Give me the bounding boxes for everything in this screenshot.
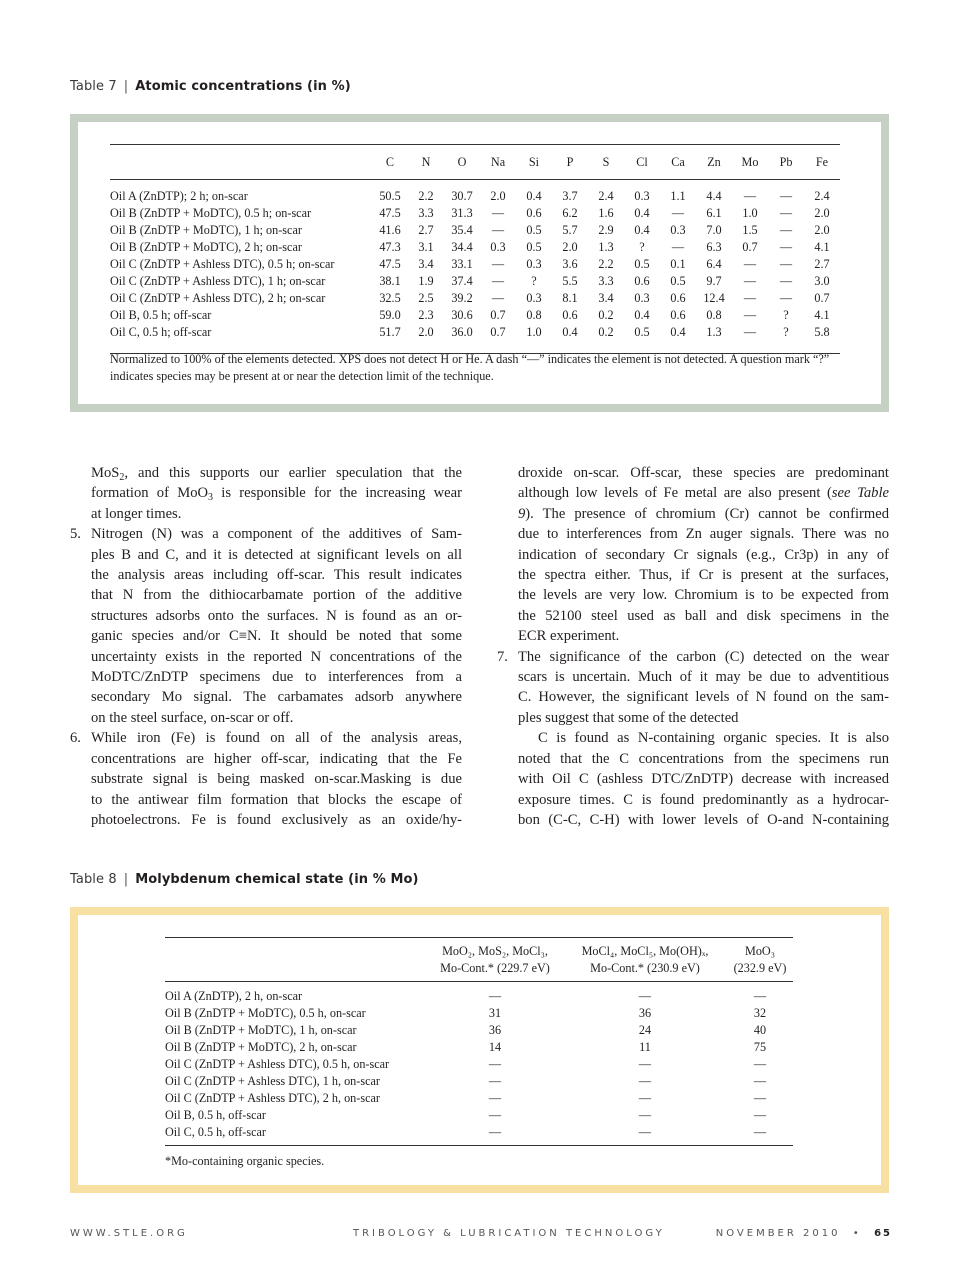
table-cell: — <box>743 308 757 322</box>
paragraph-line: scars is uncertain. Much of it may be due to adventitious <box>518 669 889 686</box>
paragraph-line: the analysis areas including off-scar. This result indicates <box>91 567 462 584</box>
table-cell: 0.4 <box>634 308 650 322</box>
paragraph-line <box>497 504 889 524</box>
table-cell: — <box>491 223 505 237</box>
table-row <box>165 982 793 1006</box>
row-label: Oil B (ZnDTP + MoDTC), 2 h; on-scar <box>110 240 302 254</box>
table-cell: — <box>779 257 793 271</box>
table-cell: 2.3 <box>418 308 434 322</box>
table-cell: — <box>488 1091 502 1105</box>
table-cell: 11 <box>639 1040 651 1054</box>
table-cell: 0.6 <box>670 291 686 305</box>
paragraph-line: photoelectrons. Fe is found exclusively as an oxide/hy- <box>91 811 462 828</box>
footer-journal: TRIBOLOGY & LUBRICATION TECHNOLOGY <box>353 1228 665 1239</box>
table-cell: ? <box>531 274 537 288</box>
table-cell: 31 <box>488 1006 502 1020</box>
table-row <box>165 1022 793 1039</box>
table-row <box>110 180 840 206</box>
paragraph-line: that N from the dithiocarbamate portion of the additive <box>91 587 462 604</box>
row-label: Oil B, 0.5 h; off-scar <box>110 308 212 322</box>
table-cell: — <box>779 291 793 305</box>
table7-col-header: N <box>408 145 444 180</box>
paragraph-line: droxide on-scar. Off-scar, these species are predominant <box>518 465 889 481</box>
table-row <box>110 273 840 290</box>
table8-title: Molybdenum chemical state (in % Mo) <box>135 872 419 887</box>
header-line: MoO₂, MoS₂, MoCl₃, <box>442 944 548 958</box>
table7-caption: Table 7 | Atomic concentrations (in %) <box>70 79 351 94</box>
table8-number: Table 8 <box>70 872 117 887</box>
table-cell: 34.4 <box>451 240 473 254</box>
table-cell: — <box>779 206 793 220</box>
paragraph-line: ples suggest that some of the detected <box>518 709 739 726</box>
table-cell: 4.1 <box>814 240 830 254</box>
table-cell: 50.5 <box>379 189 401 203</box>
table-row <box>110 307 840 324</box>
table8-frame <box>70 907 889 1193</box>
row-label: Oil C (ZnDTP + Ashless DTC), 1 h, on-scar <box>165 1074 380 1088</box>
row-label: Oil C (ZnDTP + Ashless DTC), 2 h, on-scar <box>165 1091 380 1105</box>
table-cell: 0.3 <box>670 223 686 237</box>
table-row <box>165 1005 793 1022</box>
table-cell: 37.4 <box>451 274 473 288</box>
row-label: Oil C (ZnDTP + Ashless DTC), 1 h; on-scar <box>110 274 326 288</box>
table-row <box>110 324 840 354</box>
table-cell: 0.6 <box>562 308 578 322</box>
table-cell: — <box>488 989 502 1003</box>
table-cell: 0.8 <box>526 308 542 322</box>
table-cell: — <box>743 189 757 203</box>
table8-body <box>165 982 793 1146</box>
paragraph-line: with Oil C (ashless DTC/ZnDTP) decrease with increased <box>518 771 889 788</box>
table8-note: *Mo-containing organic species. <box>165 1154 325 1168</box>
table-cell: 12.4 <box>703 291 725 305</box>
table7-col-header: Na <box>480 145 516 180</box>
table-cell: 3.0 <box>814 274 830 288</box>
paragraph-line: MoDTC/ZnDTP specimens due to interferences from a <box>91 669 462 686</box>
row-label: Oil B (ZnDTP + MoDTC), 1 h; on-scar <box>110 223 302 237</box>
table-cell: 3.6 <box>562 257 578 271</box>
table-cell: 36 <box>488 1023 502 1037</box>
list-item-6 <box>70 728 462 830</box>
table-cell: 1.5 <box>742 223 758 237</box>
table-cell: 30.7 <box>451 189 473 203</box>
table-cell: 36 <box>638 1006 652 1020</box>
table7-title: Atomic concentrations (in %) <box>135 79 351 94</box>
table-row <box>165 1073 793 1090</box>
row-label: Oil B (ZnDTP + MoDTC), 0.5 h, on-scar <box>165 1006 366 1020</box>
table-cell: 0.4 <box>634 206 650 220</box>
paragraph-line: substrate signal is being masked on-scar.Masking is due <box>91 771 462 788</box>
table-cell: 1.9 <box>418 274 434 288</box>
table-cell: 0.3 <box>490 240 506 254</box>
table8-header-row <box>165 938 793 982</box>
emphasis: 9 <box>518 505 526 522</box>
table-cell: — <box>727 1124 793 1146</box>
right-column <box>497 463 889 830</box>
footer-date-page <box>716 1228 892 1239</box>
text-fragment: formation of MoO <box>91 485 209 502</box>
table-cell: 0.7 <box>480 324 516 354</box>
table7-col-header: C <box>372 145 408 180</box>
table7-number: Table 7 <box>70 79 117 94</box>
table-cell: 3.1 <box>418 240 434 254</box>
table-cell: — <box>779 274 793 288</box>
table-cell: — <box>671 206 685 220</box>
table-cell: 3.3 <box>418 206 434 220</box>
table-cell: 2.5 <box>418 291 434 305</box>
table-cell: — <box>779 223 793 237</box>
table-cell: 0.5 <box>634 257 650 271</box>
table7-col-header: Mo <box>732 145 768 180</box>
list-item-5 <box>70 524 462 728</box>
table-row <box>165 1090 793 1107</box>
table8-header-col1 <box>427 938 563 982</box>
subscript: 2 <box>119 472 125 483</box>
table-cell: — <box>491 257 505 271</box>
table-cell: 2.4 <box>814 189 830 203</box>
table-cell: 0.7 <box>814 291 830 305</box>
table-cell: 2.9 <box>598 223 614 237</box>
table8-caption: Table 8 | Molybdenum chemical state (in % Mo) <box>70 872 419 887</box>
table-cell: — <box>491 291 505 305</box>
paragraph-line: concentrations are higher off-scar, indicating that the Fe <box>91 750 462 767</box>
table-cell: 39.2 <box>451 291 473 305</box>
table-cell: 1.0 <box>516 324 552 354</box>
table-cell: 14 <box>488 1040 502 1054</box>
table-cell: 0.6 <box>634 274 650 288</box>
list-item-5-text <box>91 524 462 708</box>
table-row <box>110 205 840 222</box>
table-cell: 0.5 <box>670 274 686 288</box>
paragraph-line <box>497 483 889 503</box>
table-cell: — <box>753 989 767 1003</box>
list-number: 5. <box>70 526 81 543</box>
right-continuation-lines <box>497 524 889 626</box>
table-cell: 3.7 <box>562 189 578 203</box>
table7-col-header: Ca <box>660 145 696 180</box>
footer-website: WWW.STLE.ORG <box>70 1228 188 1239</box>
table-cell: 2.0 <box>408 324 444 354</box>
row-label: Oil B (ZnDTP + MoDTC), 0.5 h; on-scar <box>110 206 312 220</box>
table-cell: 6.3 <box>706 240 722 254</box>
header-line: Mo-Cont.* (229.7 eV) <box>440 961 550 975</box>
table-cell: 1.3 <box>696 324 732 354</box>
table-cell: 2.4 <box>598 189 614 203</box>
table-cell: 0.3 <box>526 257 542 271</box>
table-cell: 2.0 <box>814 206 830 220</box>
paragraph-line: on the steel surface, on-scar or off. <box>91 709 294 726</box>
text-fragment: is responsible for the increasing wear <box>213 485 462 502</box>
table-cell: — <box>563 1124 727 1146</box>
emphasis: see Table <box>831 485 889 502</box>
table-cell: 30.6 <box>451 308 473 322</box>
header-line: (232.9 eV) <box>733 961 787 975</box>
table8-header-col3 <box>727 938 793 982</box>
table-cell: 24 <box>638 1023 652 1037</box>
table-cell: — <box>753 1057 767 1071</box>
table-cell: — <box>638 1091 652 1105</box>
table-cell: 0.5 <box>526 223 542 237</box>
list-item-7 <box>497 647 889 729</box>
left-column <box>70 463 462 830</box>
table-cell: — <box>779 240 793 254</box>
table-cell: — <box>753 1074 767 1088</box>
table-cell: 3.3 <box>598 274 614 288</box>
table-cell: 0.4 <box>634 223 650 237</box>
table-cell: 0.4 <box>552 324 588 354</box>
paragraph-line: C. However, the significant levels of N found on the sam- <box>518 689 889 706</box>
table-cell: — <box>488 1057 502 1071</box>
subscript: 3 <box>208 492 214 504</box>
header-line: MoO₃ <box>745 944 775 958</box>
table7-col-header: O <box>444 145 480 180</box>
table-cell: — <box>488 1108 502 1122</box>
table-cell: 59.0 <box>379 308 401 322</box>
table-cell: 7.0 <box>706 223 722 237</box>
table-cell: 47.5 <box>379 257 401 271</box>
footer-bullet: • <box>852 1228 862 1239</box>
table-cell: 0.6 <box>670 308 686 322</box>
table-row <box>110 290 840 307</box>
table-cell: 0.2 <box>588 324 624 354</box>
table-cell: ? <box>783 308 789 322</box>
table-cell: — <box>488 1074 502 1088</box>
table-cell: — <box>753 1091 767 1105</box>
table-cell: 38.1 <box>379 274 401 288</box>
table-cell: — <box>779 189 793 203</box>
text-fragment: ). The presence of chromium (Cr) cannot be confirmed <box>525 505 889 522</box>
table-row <box>110 239 840 256</box>
table-row <box>165 1124 793 1146</box>
row-label: Oil C (ZnDTP + Ashless DTC), 0.5 h; on-scar <box>110 257 335 271</box>
table-cell: 0.7 <box>742 240 758 254</box>
right-paragraph <box>497 728 889 830</box>
table-cell: — <box>638 1108 652 1122</box>
table-cell: 1.0 <box>742 206 758 220</box>
table-cell: 6.1 <box>706 206 722 220</box>
table-cell: — <box>638 989 652 1003</box>
table-cell: 0.3 <box>526 291 542 305</box>
header-line: Mo-Cont.* (230.9 eV) <box>590 961 700 975</box>
text-fragment: although low levels of Fe metal are also present ( <box>518 485 832 502</box>
row-label: Oil B, 0.5 h, off-scar <box>165 1108 266 1122</box>
table-cell: 31.3 <box>451 206 473 220</box>
paragraph-line: ganic species and/or C≡N. It should be noted that some <box>91 628 462 645</box>
table7-col-header: S <box>588 145 624 180</box>
paragraph-line: due to interferences from Zn auger signals. There was no <box>518 526 889 543</box>
table-cell: 36.0 <box>444 324 480 354</box>
footer-date: NOVEMBER 2010 <box>715 1228 841 1239</box>
table-cell: — <box>743 274 757 288</box>
table-cell: 0.3 <box>634 189 650 203</box>
table-row <box>110 256 840 273</box>
text-fragment: MoS <box>91 465 120 481</box>
table-cell: 1.3 <box>598 240 614 254</box>
table-cell: 2.2 <box>598 257 614 271</box>
table-row <box>165 1056 793 1073</box>
row-label: Oil B (ZnDTP + MoDTC), 1 h, on-scar <box>165 1023 357 1037</box>
table7-note: Normalized to 100% of the elements detected. XPS does not detect H or He. A dash “—” indicates the element is not detected. A question mark “?” indicates species may be present at or near the detection limit of the technique. <box>110 352 830 383</box>
table-cell: 5.7 <box>562 223 578 237</box>
paragraph-line: ples B and C, and it is detected at significant levels on all <box>91 546 462 563</box>
paragraph-line: the spectra either. Thus, if Cr is present at the surfaces, <box>518 567 889 584</box>
row-label: Oil B (ZnDTP + MoDTC), 2 h, on-scar <box>165 1040 357 1054</box>
table-cell: 2.7 <box>814 257 830 271</box>
table-cell: 47.3 <box>379 240 401 254</box>
text-fragment: , and this supports our earlier speculation that the <box>124 465 462 481</box>
table-cell: 0.1 <box>670 257 686 271</box>
list-number: 7. <box>497 648 508 665</box>
table7-col-header: Pb <box>768 145 804 180</box>
table-cell: 75 <box>753 1040 767 1054</box>
table7-frame <box>70 114 889 412</box>
table7-col-header: Fe <box>804 145 840 180</box>
table-cell: 41.6 <box>379 223 401 237</box>
table-cell: 0.3 <box>634 291 650 305</box>
table-cell: 3.4 <box>418 257 434 271</box>
table7-col-header: P <box>552 145 588 180</box>
paragraph-line: The significance of the carbon (C) detected on the wear <box>518 648 889 665</box>
table-cell: 0.5 <box>624 324 660 354</box>
table-row <box>165 1039 793 1056</box>
row-label: Oil C (ZnDTP + Ashless DTC), 2 h; on-scar <box>110 291 326 305</box>
row-label: Oil C (ZnDTP + Ashless DTC), 0.5 h, on-scar <box>165 1057 390 1071</box>
table-cell: — <box>753 1108 767 1122</box>
table-cell: 51.7 <box>372 324 408 354</box>
list-number: 6. <box>70 730 81 747</box>
paragraph-line: exposure times. C is found predominantly as a hydrocar- <box>518 791 889 808</box>
table-cell: 5.5 <box>562 274 578 288</box>
table-cell: 2.2 <box>418 189 434 203</box>
table-cell: 0.4 <box>660 324 696 354</box>
table-cell: 8.1 <box>562 291 578 305</box>
paragraph-line <box>70 463 462 483</box>
table-row <box>110 222 840 239</box>
paragraph-line: structures adsorbs onto the surfaces. N is found as an or- <box>91 607 462 624</box>
list-item-6-text <box>91 728 462 830</box>
paragraph-line: bon (C-C, C-H) with lower levels of O-and N-containing <box>518 811 889 828</box>
row-label: Oil C, 0.5 h; off-scar <box>110 324 372 354</box>
table-cell: 0.6 <box>526 206 542 220</box>
table-cell: — <box>638 1057 652 1071</box>
table-cell: — <box>743 257 757 271</box>
table-cell: 35.4 <box>451 223 473 237</box>
table-cell: 2.0 <box>814 223 830 237</box>
paragraph-line: indication of secondary Cr signals (e.g., Cr3p) in any of <box>518 546 889 563</box>
paragraph-line <box>70 483 462 503</box>
table7-col-header: Si <box>516 145 552 180</box>
table7-col-header: Cl <box>624 145 660 180</box>
table-cell: 40 <box>753 1023 767 1037</box>
table8 <box>165 937 793 1146</box>
table-cell: — <box>491 206 505 220</box>
table-cell: — <box>732 324 768 354</box>
table-cell: — <box>491 274 505 288</box>
table-cell: 32 <box>753 1006 767 1020</box>
paragraph-line: the 52100 steel used as ball and disk specimens in the <box>518 607 889 624</box>
table-cell: 2.7 <box>418 223 434 237</box>
table-cell: 0.7 <box>490 308 506 322</box>
table-cell: 5.8 <box>804 324 840 354</box>
paragraph-line: the levels are very low. Chromium is to be expected from <box>518 587 889 604</box>
table-cell: ? <box>639 240 645 254</box>
paragraph-line: C is found as N-containing organic species. It is also <box>538 730 889 747</box>
table-cell: 4.4 <box>706 189 722 203</box>
table-cell: 6.4 <box>706 257 722 271</box>
table8-header-blank <box>165 938 427 982</box>
table-cell: 33.1 <box>451 257 473 271</box>
paragraph-line: noted that the C concentrations from the specimens run <box>518 750 889 767</box>
table-cell: 9.7 <box>706 274 722 288</box>
table-cell: 0.4 <box>526 189 542 203</box>
table7 <box>110 144 840 354</box>
paragraph-line: uncertainty exists in the reported N concentrations of the <box>91 648 462 665</box>
table-cell: 0.5 <box>526 240 542 254</box>
table7-body <box>110 180 840 354</box>
table-cell: 1.6 <box>598 206 614 220</box>
table-cell: — <box>427 1124 563 1146</box>
table-cell: 3.4 <box>598 291 614 305</box>
table-cell: 47.5 <box>379 206 401 220</box>
paragraph-line: While iron (Fe) is found on all of the analysis areas, <box>91 730 462 747</box>
header-line: MoCl₄, MoCl₅, Mo(OH)ₓ, <box>581 944 709 958</box>
table-row <box>165 1107 793 1124</box>
list-item-7-text <box>518 647 889 708</box>
table-cell: 2.0 <box>490 189 506 203</box>
table-cell: 1.1 <box>670 189 686 203</box>
paragraph-line: ECR experiment. <box>518 628 620 645</box>
page-number: 65 <box>874 1228 892 1239</box>
table-cell: 32.5 <box>379 291 401 305</box>
row-label: Oil A (ZnDTP); 2 h; on-scar <box>110 189 248 203</box>
table-cell: ? <box>768 324 804 354</box>
table-cell: — <box>671 240 685 254</box>
table7-header-row <box>110 145 840 180</box>
row-label: Oil C, 0.5 h, off-scar <box>165 1124 427 1146</box>
table-cell: 0.2 <box>598 308 614 322</box>
table7-header-blank <box>110 145 372 180</box>
paragraph-line: at longer times. <box>91 505 182 522</box>
table-cell: — <box>743 291 757 305</box>
table-cell: 6.2 <box>562 206 578 220</box>
paragraph-line: secondary Mo signal. The carbamates adsorb anywhere <box>91 689 462 706</box>
table-cell: 2.0 <box>562 240 578 254</box>
table-cell: — <box>638 1074 652 1088</box>
table7-col-header: Zn <box>696 145 732 180</box>
table-cell: 0.8 <box>706 308 722 322</box>
table8-header-col2 <box>563 938 727 982</box>
paragraph-line: to the antiwear film formation that blocks the escape of <box>91 791 462 808</box>
row-label: Oil A (ZnDTP), 2 h, on-scar <box>165 989 303 1003</box>
paragraph-line: Nitrogen (N) was a component of the additives of Sam- <box>91 526 462 543</box>
table-cell: 4.1 <box>814 308 830 322</box>
